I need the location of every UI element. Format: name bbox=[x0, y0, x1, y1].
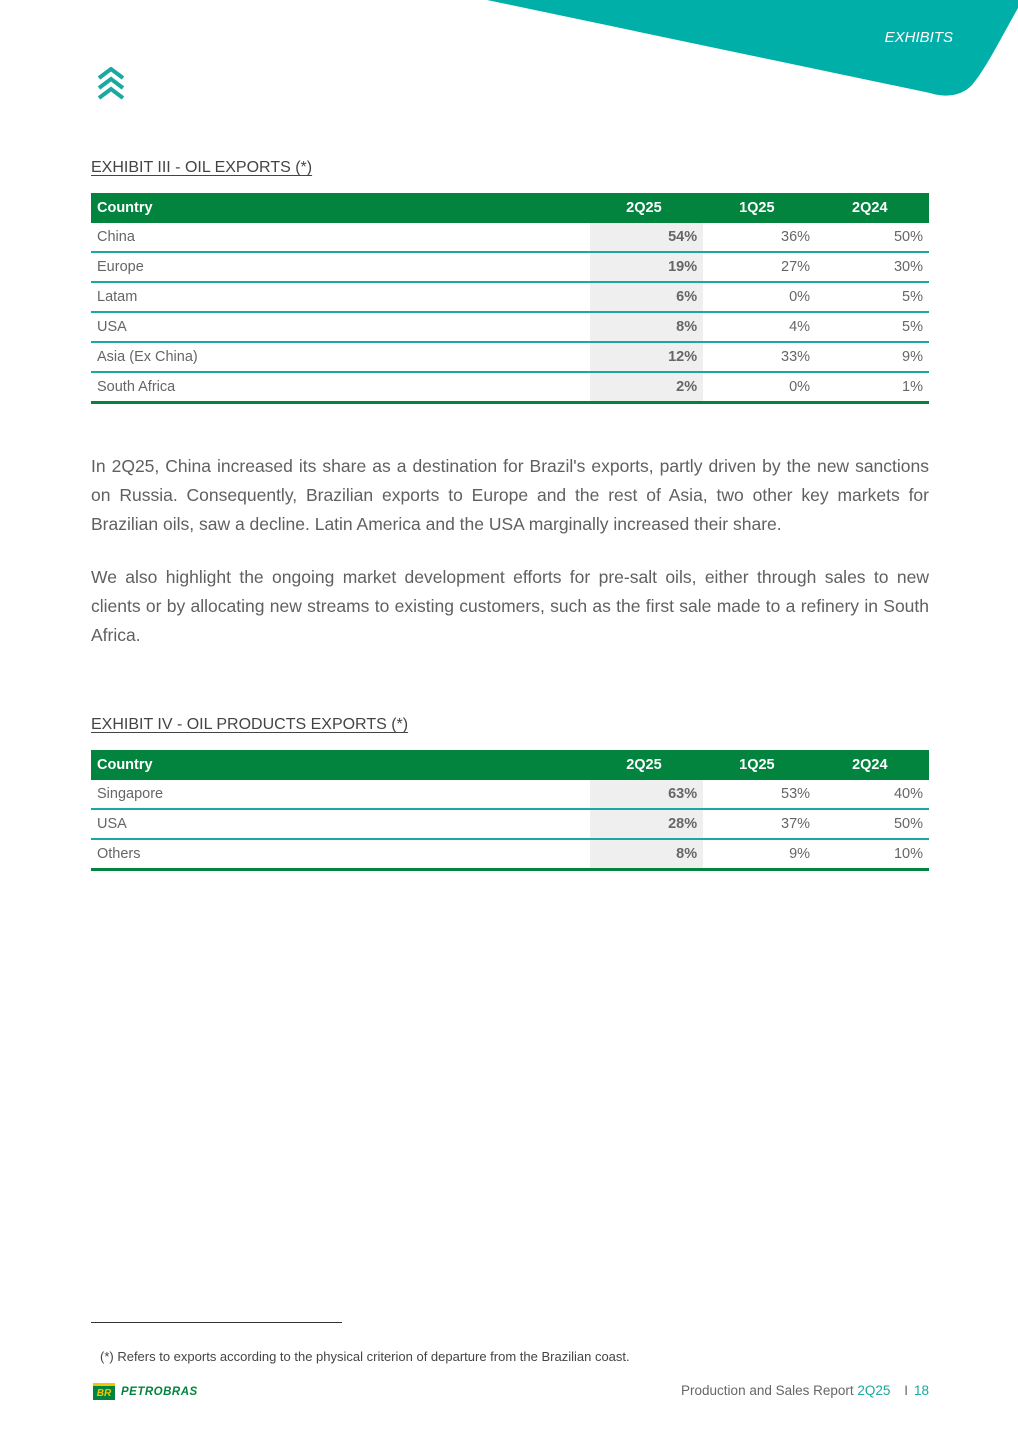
value-2q24-cell: 5% bbox=[816, 282, 929, 312]
table-header-row bbox=[91, 193, 929, 223]
report-name: Production and Sales Report bbox=[681, 1383, 854, 1398]
petrobras-logo bbox=[93, 1383, 198, 1400]
column-header-2q25: 2Q25 bbox=[590, 193, 703, 223]
page-footer bbox=[681, 1383, 929, 1398]
value-2q24-cell: 50% bbox=[816, 809, 929, 839]
value-2q25-cell: 63% bbox=[590, 780, 703, 809]
exhibit-4-title: EXHIBIT IV - OIL PRODUCTS EXPORTS (*) bbox=[91, 716, 409, 733]
value-1q25-cell: 36% bbox=[703, 223, 816, 252]
value-1q25-cell: 37% bbox=[703, 809, 816, 839]
country-cell: Europe bbox=[91, 252, 590, 282]
country-cell: Latam bbox=[91, 282, 590, 312]
analysis-paragraph-1: In 2Q25, China increased its share as a destination for Brazil's exports, partly driven by the new sanctions on Russia. Consequently, Brazilian exports to Europe and the rest of Asia, two other key markets for Brazilian oils, saw a decline. Latin America and the USA marginally increased their share. bbox=[91, 456, 929, 534]
value-2q25-cell: 2% bbox=[590, 372, 703, 403]
value-2q25-cell: 12% bbox=[590, 342, 703, 372]
footnote: (*) Refers to exports according to the physical criterion of departure from the Brazilian coast. bbox=[100, 1349, 630, 1364]
table-row bbox=[91, 342, 929, 372]
country-cell: South Africa bbox=[91, 372, 590, 403]
value-2q25-cell: 6% bbox=[590, 282, 703, 312]
exhibit-3-title: EXHIBIT III - OIL EXPORTS (*) bbox=[91, 159, 313, 176]
header-banner bbox=[0, 0, 1018, 100]
country-cell: Singapore bbox=[91, 780, 590, 809]
value-2q24-cell: 9% bbox=[816, 342, 929, 372]
footer-separator: I bbox=[904, 1383, 908, 1398]
value-1q25-cell: 0% bbox=[703, 282, 816, 312]
column-header-1q25: 1Q25 bbox=[703, 750, 816, 780]
country-cell: China bbox=[91, 223, 590, 252]
country-cell: Others bbox=[91, 839, 590, 870]
report-period: 2Q25 bbox=[857, 1383, 891, 1398]
table-row bbox=[91, 223, 929, 252]
column-header-2q24: 2Q24 bbox=[816, 193, 929, 223]
section-label: EXHIBITS bbox=[884, 29, 953, 46]
table-row bbox=[91, 252, 929, 282]
value-2q24-cell: 30% bbox=[816, 252, 929, 282]
value-1q25-cell: 27% bbox=[703, 252, 816, 282]
table-row bbox=[91, 372, 929, 403]
value-2q24-cell: 1% bbox=[816, 372, 929, 403]
brand-name: PETROBRAS bbox=[121, 1385, 198, 1398]
table-row bbox=[91, 839, 929, 870]
analysis-paragraph-2: We also highlight the ongoing market development efforts for pre-salt oils, either through sales to new clients or by allocating new streams to existing customers, such as the first sale made to a refinery in South Africa. bbox=[91, 567, 929, 645]
value-2q25-cell: 8% bbox=[590, 312, 703, 342]
page-number: 18 bbox=[913, 1383, 929, 1398]
table-row bbox=[91, 312, 929, 342]
value-2q24-cell: 50% bbox=[816, 223, 929, 252]
value-2q25-cell: 8% bbox=[590, 839, 703, 870]
column-header-2q24: 2Q24 bbox=[816, 750, 929, 780]
value-2q25-cell: 54% bbox=[590, 223, 703, 252]
value-2q24-cell: 40% bbox=[816, 780, 929, 809]
footnote-divider bbox=[91, 1322, 342, 1323]
column-header-1q25: 1Q25 bbox=[703, 193, 816, 223]
table-row bbox=[91, 282, 929, 312]
table-row bbox=[91, 809, 929, 839]
value-1q25-cell: 4% bbox=[703, 312, 816, 342]
country-cell: Asia (Ex China) bbox=[91, 342, 590, 372]
value-1q25-cell: 0% bbox=[703, 372, 816, 403]
value-2q25-cell: 19% bbox=[590, 252, 703, 282]
chevron-up-icon bbox=[97, 67, 125, 103]
value-2q25-cell: 28% bbox=[590, 809, 703, 839]
column-header-2q25: 2Q25 bbox=[590, 750, 703, 780]
table-header-row bbox=[91, 750, 929, 780]
exhibit-3-table bbox=[91, 193, 929, 404]
country-cell: USA bbox=[91, 809, 590, 839]
br-badge: BR bbox=[93, 1383, 115, 1400]
exhibit-4-table bbox=[91, 750, 929, 871]
column-header-country: Country bbox=[91, 750, 590, 780]
value-1q25-cell: 33% bbox=[703, 342, 816, 372]
table-row bbox=[91, 780, 929, 809]
value-1q25-cell: 9% bbox=[703, 839, 816, 870]
value-2q24-cell: 10% bbox=[816, 839, 929, 870]
country-cell: USA bbox=[91, 312, 590, 342]
column-header-country: Country bbox=[91, 193, 590, 223]
value-2q24-cell: 5% bbox=[816, 312, 929, 342]
value-1q25-cell: 53% bbox=[703, 780, 816, 809]
